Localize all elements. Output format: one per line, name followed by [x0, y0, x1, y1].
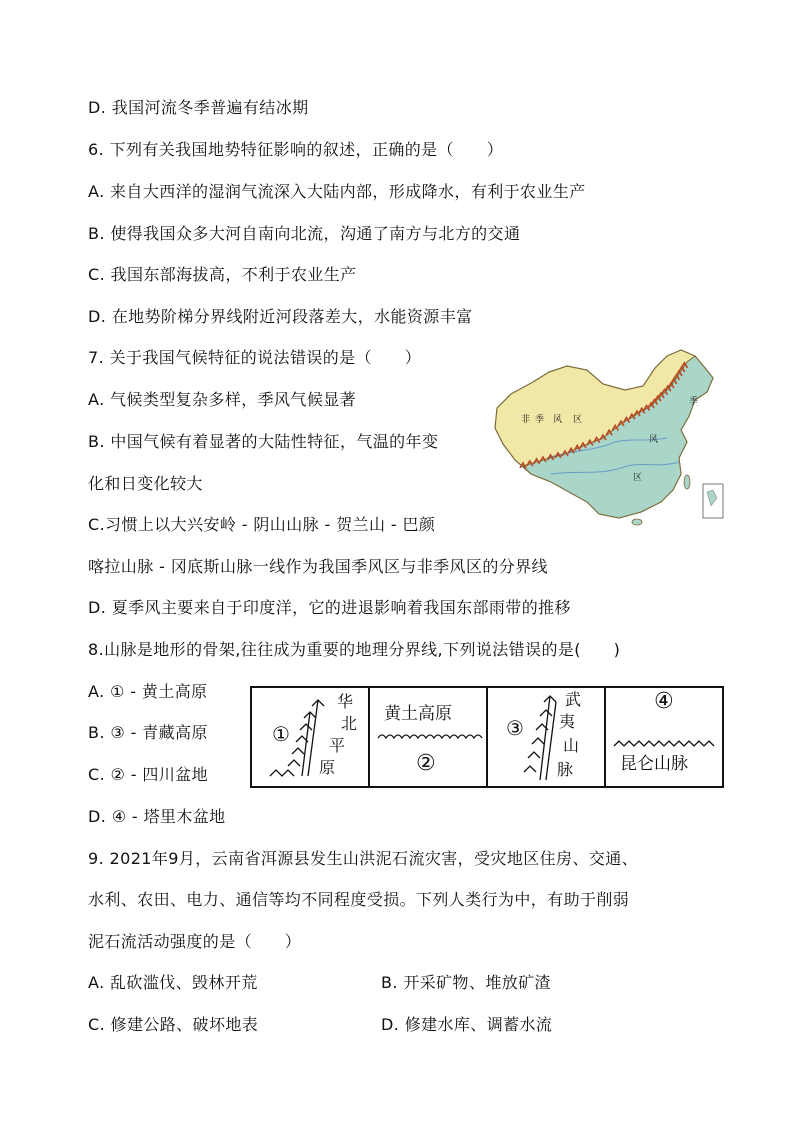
- q8-option-b: B. ③ - 青藏高原: [88, 723, 208, 742]
- q9-option-c: C. 修建公路、破坏地表: [88, 1015, 259, 1034]
- q7-option-b-line2: 化和日变化较大: [88, 474, 203, 493]
- map-label-feng2: 风: [649, 435, 659, 445]
- q6-option-d: D. 在地势阶梯分界线附近河段落差大，水能资源丰富: [88, 307, 473, 326]
- q6-stem: 6. 下列有关我国地势特征影响的叙述，正确的是（ ）: [88, 140, 504, 159]
- cell3-number: ③: [506, 716, 524, 740]
- diagram-cell-4: [606, 688, 722, 786]
- q6-option-a: A. 来自大西洋的湿润气流深入大陆内部，形成降水，有利于农业生产: [88, 182, 586, 201]
- diagram-cell-3: [488, 688, 606, 786]
- q6-option-c: C. 我国东部海拔高，不利于农业生产: [88, 265, 357, 284]
- q7-stem: 7. 关于我国气候特征的说法错误的是（ ）: [88, 348, 422, 367]
- china-monsoon-map: [491, 342, 727, 528]
- q8-option-a: A. ① - 黄土高原: [88, 682, 208, 701]
- q8-option-d: D. ④ - 塔里木盆地: [88, 807, 226, 826]
- cell3-char-4: 脉: [556, 760, 573, 779]
- cell3-char-3: 山: [562, 736, 579, 755]
- cell4-number: ④: [654, 689, 674, 714]
- cell1-char-1: 华: [336, 692, 353, 711]
- cell4-title: 昆仑山脉: [620, 754, 688, 774]
- cell1-char-2: 北: [340, 714, 357, 733]
- cell1-char-4: 原: [318, 758, 335, 777]
- q9-option-d: D. 修建水库、调蓄水流: [381, 1015, 553, 1034]
- china-map-graphic: [491, 342, 727, 528]
- q7-option-b-line1: B. 中国气候有着显著的大陆性特征，气温的年变: [88, 432, 439, 451]
- cell1-number: ①: [272, 722, 290, 746]
- q7-option-d: D. 夏季风主要来自于印度洋，它的进退影响着我国东部雨带的推移: [88, 598, 571, 617]
- q7-option-c-line1: C.习惯上以大兴安岭 - 阴山山脉 - 贺兰山 - 巴颜: [88, 515, 436, 534]
- q7-option-c-line2: 喀拉山脉 - 冈底斯山脉一线作为我国季风区与非季风区的分界线: [88, 557, 548, 576]
- q8-option-c: C. ② - 四川盆地: [88, 765, 209, 784]
- map-label-qu1: 区: [573, 415, 583, 425]
- diagram-cell-2: [370, 688, 488, 786]
- cell1-char-3: 平: [328, 736, 345, 755]
- q9-stem-line2: 水利、农田、电力、通信等均不同程度受损。下列人类行为中，有助于削弱: [88, 890, 630, 909]
- q7-option-a: A. 气候类型复杂多样，季风气候显著: [88, 390, 357, 409]
- map-label-feng1: 风: [553, 415, 563, 425]
- cell3-mountain-icon: [488, 688, 606, 786]
- q9-option-a: A. 乱砍滥伐、毁林开荒: [88, 973, 258, 992]
- cell2-number: ②: [416, 751, 436, 776]
- q9-option-b: B. 开采矿物、堆放矿渣: [381, 973, 551, 992]
- cell3-char-1: 武: [564, 690, 581, 709]
- q5-option-d: D. 我国河流冬季普遍有结冰期: [88, 98, 309, 117]
- q9-stem-line1: 9. 2021年9月，云南省洱源县发生山洪泥石流灾害，受灾地区住房、交通、: [88, 849, 639, 868]
- diagram-cell-1: [252, 688, 370, 786]
- map-label-fei: 非: [521, 415, 531, 425]
- cell3-char-2: 夷: [558, 712, 575, 731]
- landform-diagram: [250, 686, 724, 788]
- q6-option-b: B. 使得我国众多大河自南向北流，沟通了南方与北方的交通: [88, 224, 521, 243]
- map-label-ji2: 季: [689, 397, 699, 407]
- cell2-title: 黄土高原: [384, 704, 452, 724]
- map-label-ji1: 季: [535, 415, 545, 425]
- q9-stem-line3: 泥石流活动强度的是（ ）: [88, 932, 302, 951]
- q8-stem: 8.山脉是地形的骨架,往往成为重要的地理分界线,下列说法错误的是( ): [88, 640, 621, 659]
- map-label-qu2: 区: [633, 473, 643, 483]
